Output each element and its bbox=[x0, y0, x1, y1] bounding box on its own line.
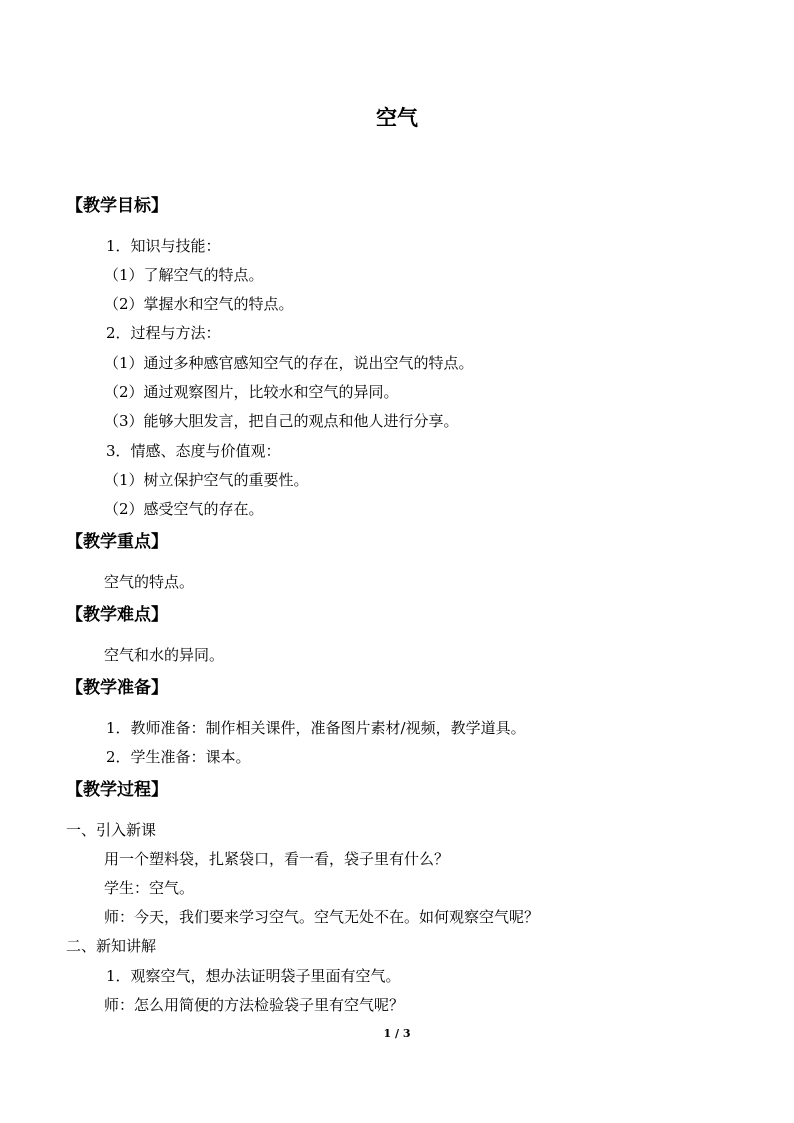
process-line: 师：怎么用简便的方法检验袋子里有空气呢？ bbox=[104, 996, 405, 1014]
objective-line: （2）通过观察图片，比较水和空气的异同。 bbox=[104, 383, 399, 401]
section-heading-preparation: 【教学准备】 bbox=[66, 678, 168, 698]
objective-line: （1）树立保护空气的重要性。 bbox=[104, 471, 309, 489]
section-heading-objectives: 【教学目标】 bbox=[66, 196, 168, 216]
process-line: 学生：空气。 bbox=[104, 879, 195, 897]
section-heading-difficulties: 【教学难点】 bbox=[66, 605, 168, 625]
objective-line: 3．情感、态度与价值观： bbox=[106, 442, 281, 460]
objective-line: （1）通过多种感官感知空气的存在，说出空气的特点。 bbox=[104, 354, 474, 372]
section-heading-process: 【教学过程】 bbox=[66, 780, 168, 800]
objective-line: （1）了解空气的特点。 bbox=[104, 266, 264, 284]
process-part-title: 二、新知讲解 bbox=[66, 937, 157, 955]
objective-line: 2．过程与方法： bbox=[106, 324, 221, 342]
preparation-line: 1．教师准备：制作相关课件，准备图片素材/视频，教学道具。 bbox=[106, 719, 526, 737]
process-part-title: 一、引入新课 bbox=[66, 821, 157, 839]
document-title: 空气 bbox=[376, 105, 418, 130]
preparation-line: 2．学生准备：课本。 bbox=[106, 748, 251, 766]
objective-line: （2）掌握水和空气的特点。 bbox=[104, 295, 294, 313]
process-line: 师：今天，我们要来学习空气。空气无处不在。如何观察空气呢？ bbox=[104, 908, 540, 926]
difficulty-line: 空气和水的异同。 bbox=[104, 646, 225, 664]
objective-line: （3）能够大胆发言，把自己的观点和他人进行分享。 bbox=[104, 412, 459, 430]
objective-line: 1．知识与技能： bbox=[106, 237, 221, 255]
section-heading-key-points: 【教学重点】 bbox=[66, 532, 168, 552]
process-line: 1．观察空气，想办法证明袋子里面有空气。 bbox=[106, 967, 401, 985]
page-number: 1 / 3 bbox=[383, 1027, 411, 1040]
objective-line: （2）感受空气的存在。 bbox=[104, 500, 264, 518]
process-line: 用一个塑料袋，扎紧袋口，看一看，袋子里有什么？ bbox=[104, 850, 450, 868]
key-point-line: 空气的特点。 bbox=[104, 573, 195, 591]
